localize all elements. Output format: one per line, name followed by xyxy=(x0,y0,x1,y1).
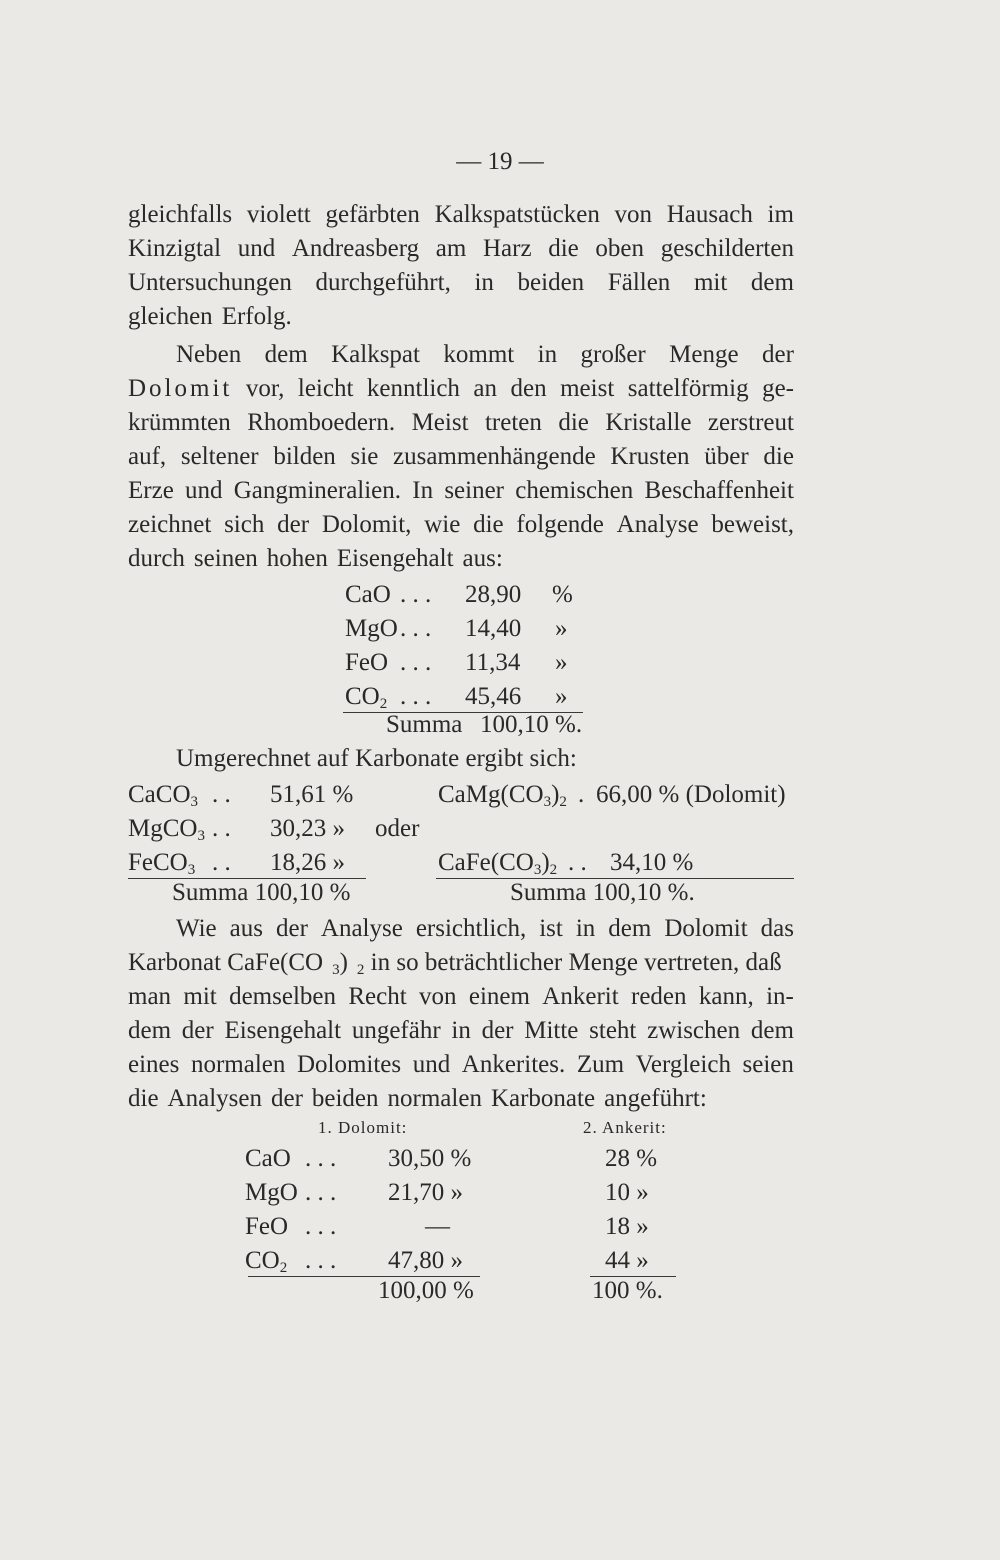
word: Kalkspat xyxy=(331,341,420,368)
word: kommt xyxy=(443,341,515,368)
word: Rhomboedern. xyxy=(247,409,396,436)
word: ersichtlich, xyxy=(415,915,527,942)
word: der xyxy=(761,341,794,368)
text-line xyxy=(128,440,794,474)
word: seiner xyxy=(444,477,505,504)
word: der xyxy=(275,915,308,942)
word: In xyxy=(412,477,434,504)
formula-text: CO xyxy=(345,683,380,710)
carbonate-label xyxy=(128,812,205,846)
word: die xyxy=(128,1085,159,1112)
word: Erfolg. xyxy=(221,303,292,330)
word: sie xyxy=(350,443,379,470)
word: Wie xyxy=(176,915,217,942)
comparison-dots: . . . xyxy=(305,1179,337,1206)
comparison-ankerit-value: 10 » xyxy=(605,1179,649,1206)
carbonate-value: 34,10 % xyxy=(610,849,694,876)
word: geschilderten xyxy=(660,235,794,262)
word: sattelförmig xyxy=(627,375,749,402)
word: aus xyxy=(229,915,263,942)
formula-text: CO xyxy=(245,1247,280,1274)
subscript: 3 xyxy=(190,794,198,810)
text-line xyxy=(128,1014,794,1048)
carbonate-value: 51,61 % xyxy=(270,781,354,808)
word: die xyxy=(548,235,579,262)
column-header-dolomit: 1. Dolomit: xyxy=(318,1118,408,1137)
subscript: 3 xyxy=(197,828,205,844)
word: ungefähr xyxy=(351,1017,441,1044)
word: zwischen xyxy=(647,1017,741,1044)
carbonate-dots: . . xyxy=(212,815,231,842)
carbonate-value: 66,00 % (Dolomit) xyxy=(596,781,786,808)
formula-text: FeCO xyxy=(128,849,188,876)
word: ist xyxy=(539,915,563,942)
formula-text: CaFe(CO xyxy=(438,849,534,876)
analysis-label: MgO xyxy=(345,615,398,642)
text-line xyxy=(128,474,794,508)
text-line xyxy=(128,372,794,406)
analysis-unit: » xyxy=(555,683,568,710)
word: Beschaffenheit xyxy=(644,477,794,504)
word: Hausach xyxy=(666,201,753,228)
word: in- xyxy=(766,983,794,1010)
word: großer xyxy=(580,341,646,368)
word: kann, xyxy=(698,983,754,1010)
word: gleichfalls xyxy=(128,201,233,228)
word: die xyxy=(473,511,504,538)
word: Andreasberg xyxy=(291,235,420,262)
word: Kinzigtal xyxy=(128,235,222,262)
word: meist xyxy=(560,375,615,402)
word: Eisengehalt xyxy=(224,1017,342,1044)
word: in xyxy=(451,1017,471,1044)
formula-text: ) xyxy=(339,949,348,976)
word: hohen xyxy=(266,545,328,572)
carbonate-label xyxy=(128,778,198,812)
word: zusammenhängende xyxy=(393,443,596,470)
word: aus: xyxy=(462,545,503,572)
word: bilden xyxy=(273,443,336,470)
sum-value: 100,10 %. xyxy=(480,711,583,738)
word: angeführt: xyxy=(604,1085,707,1112)
page-number: — 19 — xyxy=(456,148,544,175)
sum-dolomit: 100,00 % xyxy=(378,1277,474,1304)
word: gleichen xyxy=(128,303,213,330)
comparison-label: MgO xyxy=(245,1179,298,1206)
formula-text: Karbonat CaFe(CO xyxy=(128,949,324,976)
sum-value: Summa 100,10 % xyxy=(172,879,351,906)
formula-text: MgCO xyxy=(128,815,198,842)
word: dem xyxy=(750,269,794,296)
word: Kalkspatstücken xyxy=(434,201,600,228)
word: Recht xyxy=(348,983,407,1010)
word: beweist, xyxy=(711,511,794,538)
word: leicht xyxy=(297,375,354,402)
word: krümmten xyxy=(128,409,231,436)
word: Ankerites. xyxy=(461,1051,566,1078)
word: von xyxy=(419,983,457,1010)
word: durch xyxy=(128,545,185,572)
word: ge- xyxy=(762,375,794,402)
sentence-text: in so beträchtlicher Menge vertreten, daß xyxy=(364,949,782,976)
word: sich xyxy=(224,511,265,538)
word: seien xyxy=(742,1051,794,1078)
word: von xyxy=(614,201,653,228)
word: oben xyxy=(595,235,645,262)
comparison-dots: . . . xyxy=(305,1247,337,1274)
text-line xyxy=(128,980,794,1014)
word: violett xyxy=(246,201,311,228)
carbonate-dots: . xyxy=(578,781,585,808)
word: wie xyxy=(424,511,461,538)
word: durchgeführt, xyxy=(315,269,451,296)
word: kenntlich xyxy=(366,375,460,402)
word: Untersuchungen xyxy=(128,269,292,296)
text-line xyxy=(128,406,794,440)
word: Erze xyxy=(128,477,174,504)
word: das xyxy=(760,915,794,942)
analysis-label: CaO xyxy=(345,581,391,608)
word: einem xyxy=(468,983,530,1010)
word: die xyxy=(558,409,589,436)
word: folgende xyxy=(516,511,604,538)
formula-text: CaMg(CO xyxy=(438,781,544,808)
analysis-dots: . . . xyxy=(400,649,432,676)
word: gefärbten xyxy=(325,201,420,228)
text-line xyxy=(128,542,794,576)
word: eines xyxy=(128,1051,180,1078)
text-line xyxy=(128,1082,794,1116)
word: vor, xyxy=(245,375,285,402)
comparison-dolomit-value: 47,80 » xyxy=(388,1247,463,1274)
emphasized-word: Dolomit xyxy=(128,375,233,402)
comparison-label: FeO xyxy=(245,1213,289,1240)
comparison-ankerit-value: 28 % xyxy=(605,1145,658,1172)
analysis-dots: . . . xyxy=(400,683,432,710)
word: mit xyxy=(693,269,728,296)
oder-label: oder xyxy=(375,815,420,842)
word: im xyxy=(767,201,794,228)
sum-value: Summa 100,10 %. xyxy=(510,879,695,906)
word: Dolomit, xyxy=(321,511,412,538)
text-line xyxy=(128,508,794,542)
word: demselben xyxy=(229,983,336,1010)
formula-sentence xyxy=(128,946,791,980)
text-line xyxy=(128,946,794,980)
comparison-dolomit-value: 21,70 » xyxy=(388,1179,463,1206)
word: und xyxy=(412,1051,451,1078)
word: über xyxy=(704,443,749,470)
formula-text: ) xyxy=(551,781,560,808)
word: am xyxy=(435,235,467,262)
subscript: 3 xyxy=(543,794,552,810)
analysis-label: FeO xyxy=(345,649,389,676)
word: beiden xyxy=(311,1085,379,1112)
word: in xyxy=(575,915,596,942)
word: und xyxy=(185,477,223,504)
text-line xyxy=(128,198,794,232)
sum-ankerit: 100 %. xyxy=(592,1277,663,1304)
carbonate-dots: . . xyxy=(212,781,231,808)
analysis-label xyxy=(345,680,387,714)
word: Harz xyxy=(482,235,532,262)
analysis-dots: . . . xyxy=(400,615,432,642)
word: dem xyxy=(608,915,652,942)
word: der xyxy=(270,1085,303,1112)
analysis-value: 11,34 xyxy=(465,649,521,676)
carbonate-value: 30,23 » xyxy=(270,815,345,842)
word: Ankerit xyxy=(542,983,619,1010)
text-line: Umgerechnet auf Karbonate ergibt sich: xyxy=(176,745,577,772)
word: auf, xyxy=(128,443,167,470)
text-line xyxy=(128,300,794,334)
word: Eisengehalt xyxy=(336,545,454,572)
analysis-unit: » xyxy=(555,649,568,676)
word: reden xyxy=(631,983,687,1010)
word: zeichnet xyxy=(128,511,212,538)
subscript: 3 xyxy=(533,862,542,878)
word: normalen xyxy=(387,1085,482,1112)
text-line xyxy=(128,232,794,266)
carbonate-dots: . . xyxy=(212,849,231,876)
word: Meist xyxy=(411,409,469,436)
word: Karbonate xyxy=(490,1085,596,1112)
subscript: 2 xyxy=(279,1260,288,1276)
word: mit xyxy=(183,983,217,1010)
word: der xyxy=(181,1017,214,1044)
analysis-dots: . . . xyxy=(400,581,432,608)
word: dem xyxy=(264,341,308,368)
word: dem xyxy=(750,1017,794,1044)
word: Zum xyxy=(576,1051,625,1078)
word: Dolomit xyxy=(664,915,748,942)
comparison-dots: . . . xyxy=(305,1145,337,1172)
word: Mitte xyxy=(524,1017,579,1044)
comparison-dots: . . . xyxy=(305,1213,337,1240)
word: der xyxy=(277,511,310,538)
word: Gangmineralien. xyxy=(233,477,402,504)
word: Analyse xyxy=(616,511,699,538)
word: Kristalle xyxy=(605,409,692,436)
carbonate-label xyxy=(128,846,195,880)
formula-text: ) xyxy=(541,849,550,876)
word: Krusten xyxy=(610,443,690,470)
word: der xyxy=(481,1017,514,1044)
word: in xyxy=(474,269,494,296)
carbonate-value: 18,26 » xyxy=(270,849,345,876)
word: die xyxy=(763,443,794,470)
word: Menge xyxy=(669,341,739,368)
word: Vergleich xyxy=(635,1051,731,1078)
word: Neben xyxy=(176,341,242,368)
comparison-dolomit-value: 30,50 % xyxy=(388,1145,472,1172)
analysis-unit: % xyxy=(552,581,573,608)
word: Analysen xyxy=(167,1085,262,1112)
word: seinen xyxy=(193,545,258,572)
sum-label: Summa xyxy=(386,711,463,738)
analysis-value: 28,90 xyxy=(465,581,522,608)
word: in xyxy=(537,341,558,368)
comparison-label xyxy=(245,1244,287,1278)
word: man xyxy=(128,983,172,1010)
text-line xyxy=(176,912,794,946)
comparison-dolomit-value: — xyxy=(425,1213,450,1240)
carbonate-dots: . . xyxy=(568,849,587,876)
word: den xyxy=(510,375,547,402)
word: treten xyxy=(484,409,542,436)
subscript: 3 xyxy=(332,962,340,978)
word: an xyxy=(473,375,498,402)
word: steht xyxy=(589,1017,637,1044)
word: Dolomites xyxy=(296,1051,402,1078)
word: chemischen xyxy=(515,477,634,504)
subscript: 2 xyxy=(549,862,558,878)
word: zerstreut xyxy=(707,409,794,436)
subscript: 2 xyxy=(379,696,388,712)
word: beiden xyxy=(517,269,585,296)
analysis-value: 14,40 xyxy=(465,615,522,642)
subscript: 2 xyxy=(559,794,567,810)
word: dem xyxy=(128,1017,172,1044)
text-line xyxy=(128,266,794,300)
carbonate-label xyxy=(438,846,557,880)
word: Fällen xyxy=(607,269,671,296)
word: und xyxy=(237,235,276,262)
word: seltener xyxy=(180,443,259,470)
word: normalen xyxy=(190,1051,286,1078)
text-line xyxy=(128,1048,794,1082)
subscript: 3 xyxy=(187,862,196,878)
carbonate-label xyxy=(438,778,567,812)
formula-text: CaCO xyxy=(128,781,191,808)
comparison-ankerit-value: 18 » xyxy=(605,1213,649,1240)
column-header-ankerit: 2. Ankerit: xyxy=(583,1118,667,1137)
analysis-unit: » xyxy=(555,615,568,642)
text-line xyxy=(176,338,794,372)
analysis-value: 45,46 xyxy=(465,683,522,710)
word: Analyse xyxy=(320,915,403,942)
comparison-ankerit-value: 44 » xyxy=(605,1247,649,1274)
subscript: 2 xyxy=(356,962,365,978)
comparison-label: CaO xyxy=(245,1145,291,1172)
